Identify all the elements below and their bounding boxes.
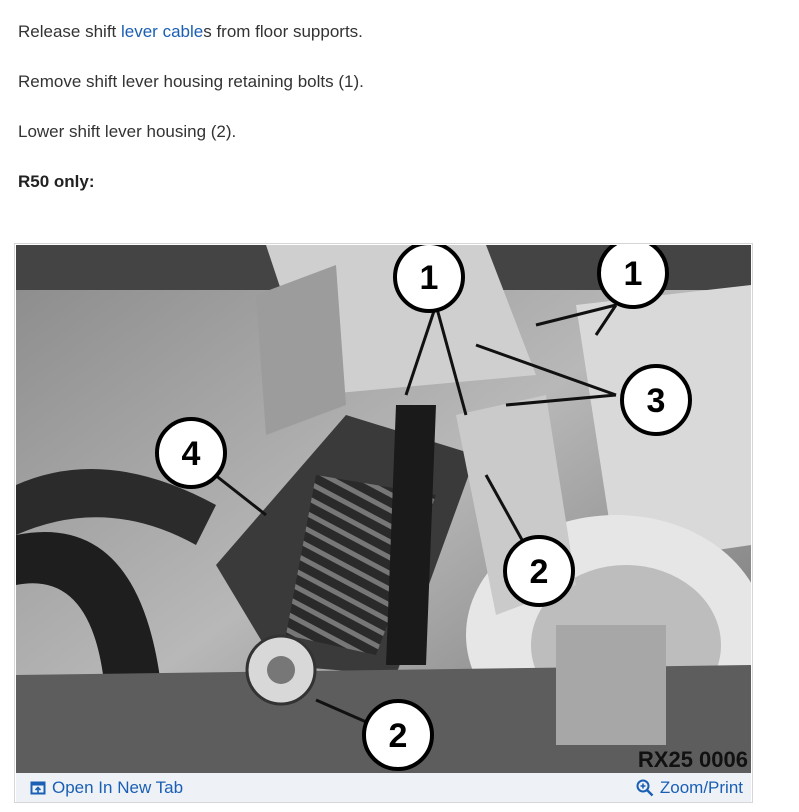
callout-2-bottom <box>364 701 432 769</box>
instruction-lower-housing: Lower shift lever housing (2). <box>18 122 237 141</box>
callout-1-right <box>599 245 667 307</box>
svg-text:4: 4 <box>181 435 201 473</box>
instruction-remove-bolts: Remove shift lever housing retaining bolts (1). <box>18 72 364 91</box>
svg-text:1: 1 <box>419 259 439 297</box>
lower-right-block <box>556 625 666 745</box>
open-new-tab-button[interactable] <box>30 778 183 798</box>
zoom-print-label: Zoom/Print <box>659 778 743 797</box>
open-new-tab-label: Open In New Tab <box>52 778 184 797</box>
instruction-text: Release shift <box>18 22 121 41</box>
shift-lever-photo <box>16 245 751 773</box>
image-code: RX25 0006 <box>637 747 748 772</box>
open-new-tab-icon <box>30 780 46 796</box>
lever-cable-link[interactable]: lever cable <box>121 22 204 41</box>
left-bellows-tube <box>256 265 346 435</box>
svg-text:2: 2 <box>388 717 408 755</box>
callout-2-middle <box>505 537 573 605</box>
svg-text:1: 1 <box>623 255 643 293</box>
instruction-release-cables <box>18 22 363 42</box>
section-heading-r50: R50 only: <box>18 172 95 191</box>
svg-text:3: 3 <box>646 382 666 420</box>
zoom-icon <box>636 779 654 797</box>
callout-4 <box>157 419 225 487</box>
svg-text:2: 2 <box>529 553 549 591</box>
diagram-figure <box>14 243 753 803</box>
instruction-text: s from floor supports. <box>203 22 363 41</box>
callout-3 <box>622 366 690 434</box>
callout-1-top <box>395 245 463 311</box>
bolt-nut-center <box>267 656 295 684</box>
zoom-print-button[interactable] <box>636 778 743 798</box>
figure-toolbar <box>16 773 751 802</box>
